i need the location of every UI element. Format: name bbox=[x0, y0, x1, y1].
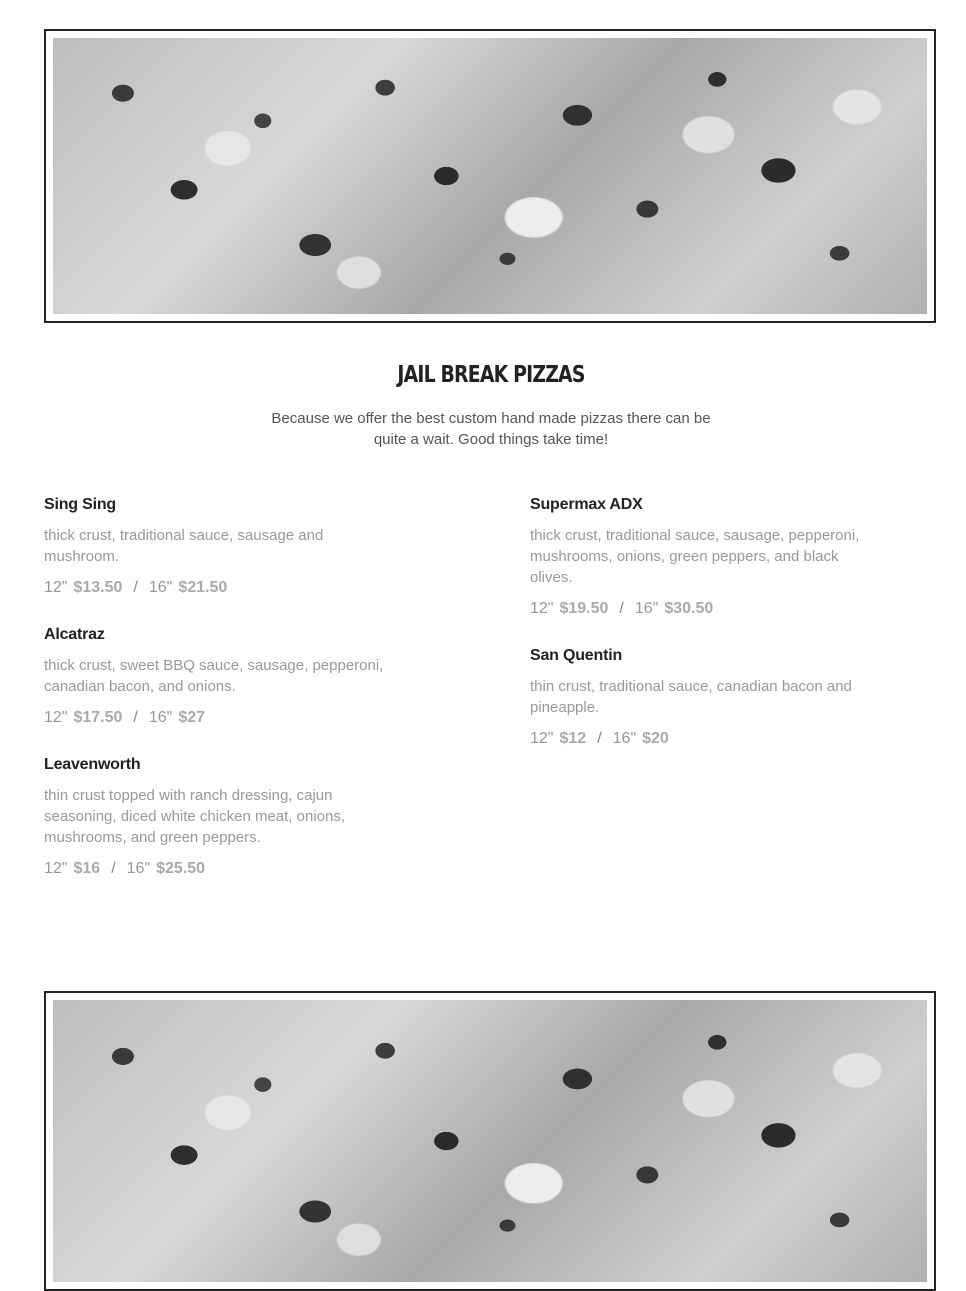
size-label: 12" bbox=[44, 579, 68, 596]
size-label: 12" bbox=[44, 709, 68, 726]
size-label: 12" bbox=[44, 860, 68, 877]
item-prices bbox=[44, 577, 404, 599]
price: $12 bbox=[559, 730, 587, 747]
hero-pizza-image bbox=[44, 29, 936, 323]
item-description: thick crust, traditional sauce, sausage, pepperoni, mushrooms, onions, green peppers, and black olives. bbox=[530, 527, 860, 586]
item-prices bbox=[44, 858, 404, 880]
item-name: Supermax ADX bbox=[530, 496, 643, 513]
item-name: San Quentin bbox=[530, 647, 623, 664]
size-label: 16" bbox=[126, 860, 151, 877]
price: $27 bbox=[178, 709, 206, 726]
item-description: thick crust, traditional sauce, sausage and mushroom. bbox=[44, 527, 324, 565]
section-title: JAIL BREAK PIZZAS bbox=[397, 362, 585, 388]
price: $16 bbox=[73, 860, 101, 877]
menu-item-alcatraz bbox=[44, 624, 404, 729]
price-separator: / bbox=[133, 579, 138, 596]
item-prices bbox=[44, 707, 404, 729]
size-label: 12" bbox=[530, 730, 554, 747]
item-name: Alcatraz bbox=[44, 626, 105, 643]
item-description: thick crust, sweet BBQ sauce, sausage, pepperoni, canadian bacon, and onions. bbox=[44, 657, 384, 695]
price-separator: / bbox=[597, 730, 602, 747]
size-label: 16" bbox=[148, 709, 173, 726]
pizza-photo bbox=[53, 1000, 927, 1282]
price: $25.50 bbox=[156, 860, 206, 877]
price-separator: / bbox=[111, 860, 116, 877]
menu-item-leavenworth bbox=[44, 754, 404, 880]
price-separator: / bbox=[619, 600, 624, 617]
price: $30.50 bbox=[664, 600, 714, 617]
price-separator: / bbox=[133, 709, 138, 726]
item-description: thin crust, traditional sauce, canadian bacon and pineapple. bbox=[530, 678, 852, 716]
pizza-photo bbox=[53, 38, 927, 314]
size-label: 16" bbox=[612, 730, 637, 747]
menu-item-sing-sing bbox=[44, 494, 404, 599]
menu-item-san-quentin bbox=[530, 645, 890, 750]
price: $19.50 bbox=[559, 600, 609, 617]
item-name: Leavenworth bbox=[44, 756, 141, 773]
size-label: 16" bbox=[148, 579, 173, 596]
footer-pizza-image bbox=[44, 991, 936, 1291]
price: $17.50 bbox=[73, 709, 123, 726]
size-label: 12" bbox=[530, 600, 554, 617]
price: $21.50 bbox=[178, 579, 228, 596]
item-prices bbox=[530, 728, 890, 750]
menu-column-right bbox=[530, 494, 890, 775]
menu-item-supermax-adx bbox=[530, 494, 890, 620]
item-prices bbox=[530, 598, 890, 620]
menu-column-left bbox=[44, 494, 404, 905]
size-label: 16" bbox=[634, 600, 659, 617]
item-name: Sing Sing bbox=[44, 496, 116, 513]
price: $13.50 bbox=[73, 579, 123, 596]
price: $20 bbox=[642, 730, 669, 747]
section-subtitle: Because we offer the best custom hand made pizzas there can be quite a wait. Good things take time! bbox=[271, 410, 711, 448]
item-description: thin crust topped with ranch dressing, cajun seasoning, diced white chicken meat, onions, mushrooms, and green peppers. bbox=[44, 787, 346, 846]
